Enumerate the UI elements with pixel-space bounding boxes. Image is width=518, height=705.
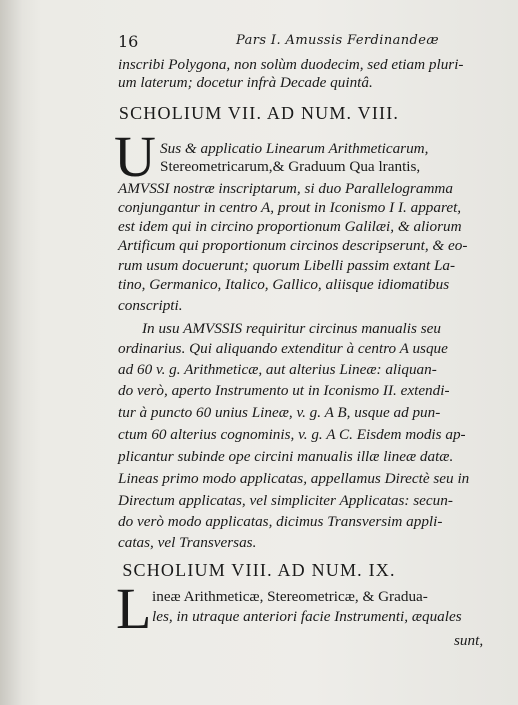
text-line: Artificum qui proportionum circinos descripserunt, & eo-	[118, 237, 468, 254]
text-line: um laterum; docetur infrà Decade quintâ.	[118, 74, 373, 91]
text-line: plicantur subinde ope circini manualis illæ lineæ datæ.	[118, 448, 454, 465]
text-line: rum usum docuerunt; quorum Libelli passim extant La-	[118, 257, 456, 274]
text-line: Directum applicatas, vel simpliciter Applicatas: secun-	[118, 492, 453, 509]
running-title: Pars I. Amussis Ferdinandeæ	[236, 33, 439, 48]
section-heading: SCHOLIUM VIII. AD NUM. IX.	[122, 560, 396, 580]
page-number: 16	[118, 32, 139, 51]
text-line: Stereometricarum,& Graduum Qua lrantis,	[160, 158, 421, 175]
text-line: In usu AMVSSIS requiritur circinus manualis seu	[142, 320, 441, 337]
text-line: inscribi Polygona, non solùm duodecim, sed etiam pluri-	[118, 56, 464, 73]
drop-cap-initial: L	[116, 576, 152, 641]
text-line: AMVSSI nostræ inscriptarum, si duo Parallelogramma	[118, 180, 453, 197]
text-line: Sus & applicatio Linearum Arithmeticarum,	[160, 140, 429, 157]
text-line: ineæ Arithmeticæ, Stereometricæ, & Gradua-	[152, 588, 428, 605]
text-line: ad 60 v. g. Arithmeticæ, aut alterius Lineæ: aliquan-	[118, 361, 437, 378]
text-line: ctum 60 alterius cognominis, v. g. A C. Eisdem modis ap-	[118, 426, 466, 443]
text-line: est idem qui in circino proportionum Galilæi, & aliorum	[118, 218, 462, 235]
text-line: do verò modo applicatas, dicimus Transversim appli-	[118, 513, 443, 530]
text-line: conscripti.	[118, 297, 183, 314]
running-header	[118, 32, 488, 52]
text-line: sunt,	[454, 632, 484, 649]
section-heading: SCHOLIUM VII. AD NUM. VIII.	[118, 103, 400, 123]
text-line: catas, vel Transversas.	[118, 534, 257, 551]
text-line: tur à puncto 60 unius Lineæ, v. g. A B, usque ad pun-	[118, 404, 441, 421]
text-line: tino, Germanico, Italico, Gallico, aliisque idiomatibus	[118, 276, 450, 293]
text-line: Lineas primo modo applicatas, appellamus Directè seu in	[118, 470, 470, 487]
text-line: ordinarius. Qui aliquando extenditur à centro A usque	[118, 340, 448, 357]
text-line: les, in utraque anteriori facie Instrumenti, æquales	[152, 608, 462, 625]
text-line: do verò, aperto Instrumento ut in Iconismo II. extendi-	[118, 382, 450, 399]
text-line: conjungantur in centro A, prout in Iconismo I I. apparet,	[118, 199, 462, 216]
drop-cap-initial: U	[114, 124, 156, 189]
